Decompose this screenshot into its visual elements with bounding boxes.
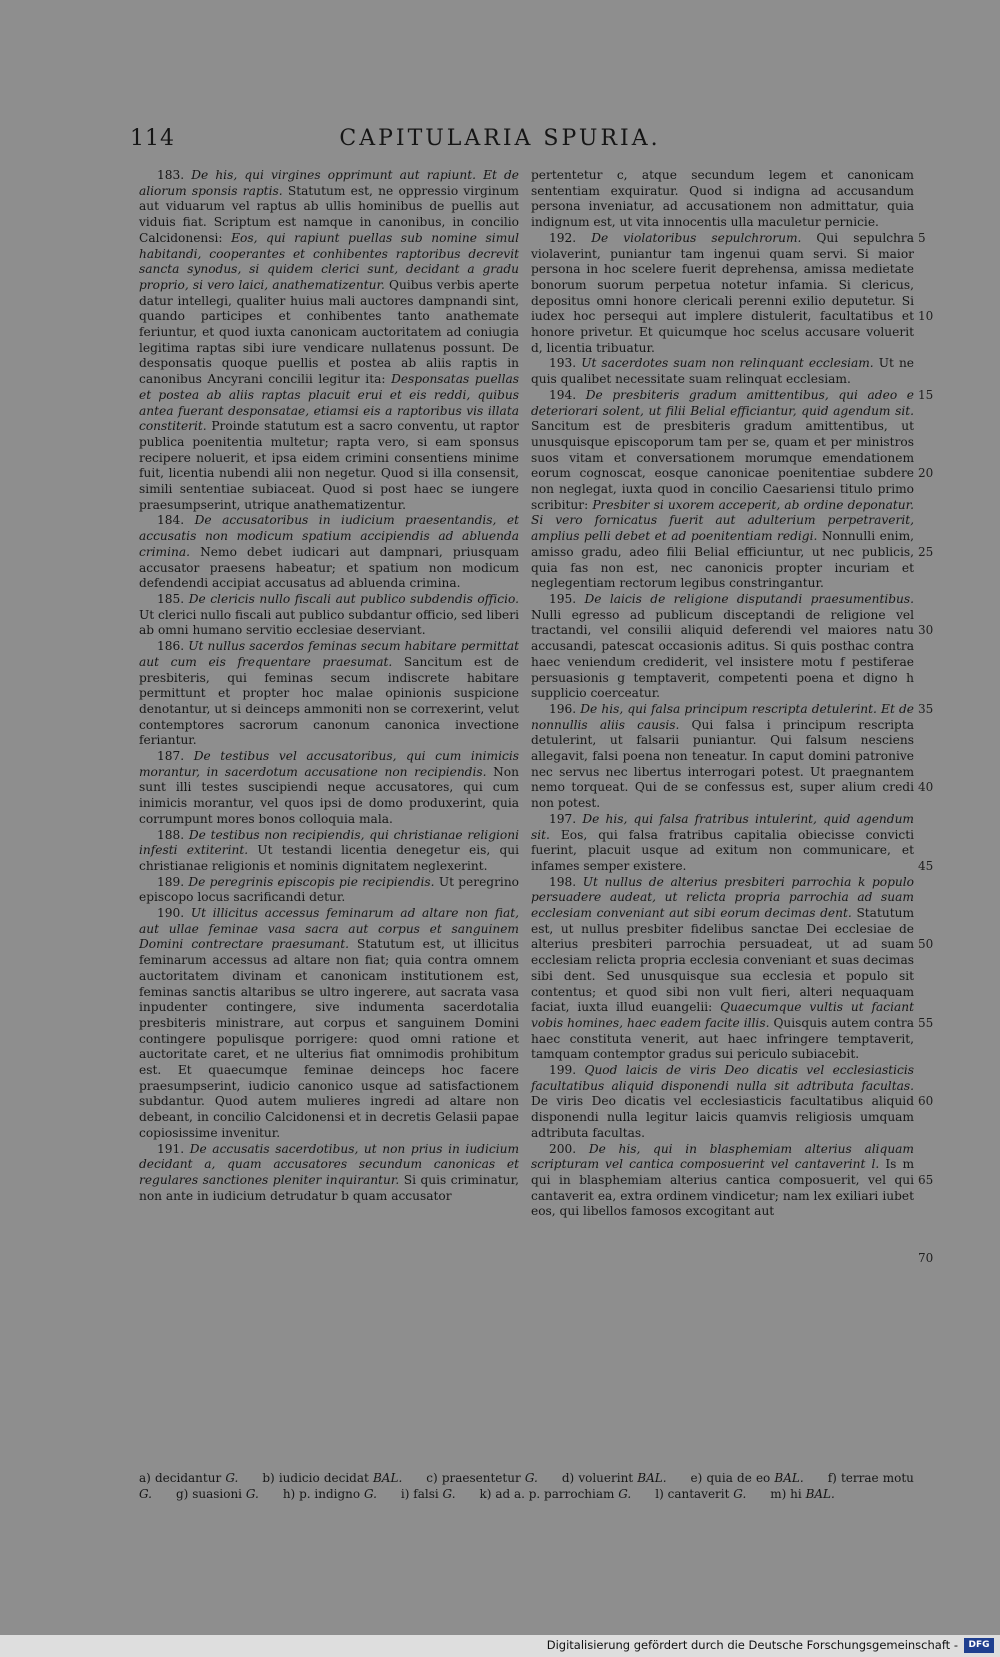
footnote-text: ad a. p. parrochiam: [495, 1487, 615, 1501]
footnote-mark: h): [282, 1487, 296, 1501]
chapter-number: 190.: [157, 906, 185, 921]
footnote-siglum: G.: [225, 1471, 239, 1485]
quoted-canon: Eos, qui rapiunt puellas sub nomine simul habitandi, cooperantes et conhibentes raptoribus decrevit sancta synodus, si quidem clerici sunt, decidant a gradu proprio, si vero laici, anathematizentur.: [139, 230, 519, 292]
footnote-siglum: G.: [245, 1487, 259, 1501]
footnote: [401, 1487, 456, 1501]
footnote: [480, 1487, 632, 1501]
chapter-rubric: De accusatis sacerdotibus, ut non prius in iudicium decidant a, quam accusatores secundum canonicas et regulares sanctiones pleniter inquirantur.: [139, 1141, 519, 1187]
chapter-text: Proinde statutum est a sacro conventu, ut raptor publica poenitentia multetur; rapta vero, si eam sponsus recipere noluerit, et ipsa eidem crimini consentiens minime fuit, licentia nubendi alii non negetur. Quod si illa consensit, simili sententiae subiaceat. Quod si post haec se iungere praesumpserint, utrique anathematizentur.: [139, 419, 520, 512]
chapter-text: Is m qui in blasphemiam alterius cantica composuerit, vel qui cantaverit ea, extra ordinem vindicetur; nam lex exiliari iubet eos, qui libellos famosos excogitant aut: [531, 1157, 915, 1219]
footnote: [262, 1471, 402, 1485]
footnote-mark: d): [561, 1471, 575, 1485]
chapter-rubric: Ut sacerdotes suam non relinquant ecclesiam.: [581, 356, 874, 371]
footnote-siglum: BAL.: [372, 1471, 403, 1485]
line-number: 30: [918, 623, 934, 638]
footnotes: [139, 1470, 914, 1502]
chapter-number: 198.: [549, 874, 577, 889]
chapter-paragraph: [531, 592, 914, 702]
footnote-text: suasioni: [192, 1487, 243, 1501]
footnote-siglum: G.: [618, 1487, 632, 1501]
chapter-rubric: De laicis de religione disputandi praesumentibus.: [584, 591, 915, 606]
chapter-number: 191.: [157, 1141, 185, 1156]
chapter-paragraph: [531, 702, 914, 812]
chapter-paragraph: [531, 1142, 914, 1221]
chapter-number: 196.: [549, 701, 577, 716]
chapter-text: Nulli egresso ad publicum disceptandi de religione vel tractandi, vel consilii aliquid deferendi vel maiores natu accusandi, patescat occasionis aditus. Si quis posthac contra haec veniendum crediderit, vel insistere motu f pestiferae persuasionis g temptaverit, competenti poena et digno h supplicio coerceatur.: [531, 607, 914, 701]
chapter-rubric: De presbiteris gradum amittentibus, qui adeo e deteriorari solent, ut filii Belial efficiantur, quid agendum sit.: [531, 387, 914, 418]
page-number: 114: [130, 126, 175, 151]
chapter-text: Si quis criminatur, non ante in iudicium detrudatur b quam accusator: [139, 1173, 520, 1203]
chapter-text: Ut peregrino episcopo locus sacrificandi detur.: [139, 874, 520, 905]
chapter-number: 200.: [549, 1141, 577, 1156]
footnote: [139, 1471, 238, 1485]
footnote-mark: f): [827, 1471, 837, 1485]
footnote-text: cantaverit: [667, 1487, 730, 1501]
quoted-canon: Presbiter si uxorem acceperit, ab ordine deponatur. Si vero fornicatus fuerit aut adulterium perpetraverit, amplius pelli debet et ad poenitentiam redigi.: [531, 497, 914, 544]
dfg-logo: DFG: [964, 1638, 994, 1653]
running-title: CAPITULARIA SPURIA.: [339, 126, 661, 151]
chapter-paragraph: [531, 168, 914, 231]
line-number: 10: [918, 309, 934, 324]
line-number: 25: [918, 544, 934, 559]
chapter-paragraph: [139, 639, 519, 749]
page-header: [130, 126, 870, 162]
chapter-paragraph: [139, 592, 519, 639]
chapter-number: 186.: [157, 639, 185, 654]
chapter-paragraph: [139, 749, 519, 828]
footnote-siglum: G.: [442, 1487, 456, 1501]
footnote-text: praesentetur: [441, 1471, 521, 1485]
chapter-number: 199.: [549, 1063, 577, 1078]
footnote-text: decidantur: [154, 1471, 222, 1485]
footnote-siglum: G.: [363, 1487, 377, 1501]
line-number: 60: [918, 1094, 934, 1109]
chapter-text: Statutum est, ut illicitus feminarum accessus ad altare non fiat; quia contra omnem auctoritatem divinam et canonicam institutionem est, feminas sanctis altaribus se ultro ingerere, aut sacrata vasa inpudenter contingere, sive indumenta sacerdotalia presbiteris ministrare, aut corpus et sanguinem Domini contingere populisque porrigere: quod omni ratione et auctoritate caret, et ne ulterius fiat omnimodis prohibitum est. Et quaecumque feminae deinceps hoc facere praesumpserint, iudicio canonico usque ad satisfactionem subdantur. Quod autem mulieres ingredi ad altare non debeant, in concilio Calcidonensi et in decretis Gelasii papae copiosissime invenitur.: [139, 937, 519, 1140]
footnote: [426, 1471, 538, 1485]
footnote-mark: c): [426, 1471, 438, 1485]
chapter-text: Eos, qui falsa fratribus capitalia obiecisse convicti fuerint, placuit usque ad exitum non communicare, et infames semper existere.: [531, 827, 915, 873]
chapter-text: pertentetur c, atque secundum legem et canonicam sententiam exquiratur. Quod si indigna ad accusandum persona inveniatur, ad accusationem non admittatur, quia indignum est, ut vita innocentis ulla maculetur pernicie.: [531, 168, 914, 230]
chapter-text: De viris Deo dicatis vel ecclesiasticis facultatibus aliquid disponendi nulla legitur laicis quamvis religiosis umquam adtributa facultas.: [531, 1094, 914, 1140]
footnote: [691, 1471, 804, 1485]
footnote-siglum: G.: [733, 1487, 747, 1501]
chapter-number: 192.: [549, 230, 577, 245]
chapter-text: Ut testandi licentia denegetur eis, qui christianae religionis et nominis dignitatem neglexerint.: [139, 843, 520, 873]
chapter-paragraph: [139, 1142, 519, 1205]
footnote-siglum: G.: [524, 1471, 538, 1485]
chapter-number: 193.: [549, 356, 577, 371]
chapter-rubric: De his, qui in blasphemiam alterius aliquam scripturam vel cantica composuerint vel cantaverint l.: [531, 1141, 914, 1172]
chapter-paragraph: [531, 388, 914, 592]
line-number: 45: [918, 858, 934, 873]
footnote-text: iudicio decidat: [278, 1471, 369, 1485]
quoted-canon: Desponsatas puellas et postea ab aliis raptas placuit erui et eis reddi, quibus antea fuerant desponsatae, etiamsi eis a raptoribus vis illata constiterit.: [139, 372, 519, 434]
chapter-text: Sancitum est de presbiteris gradum amittentibus, ut unusquisque episcoporum tam per se, quam et per ministros suos vitam et conversationem morumque emendationem eorum cognoscat, eosque canonicae poenitentiae subdere non neglegat, iuxta quod in concilio Caesariensi titulo primo scribitur:: [531, 419, 914, 512]
chapter-text: Statutum est, ut nullus presbiter fidelibus sanctae Dei ecclesiae de alterius presbiteri parrochia persuadeat, ut ad suam ecclesiam relicta propria ecclesia conveniant et suas decimas sibi dent. Sed unusquisque sua ecclesia et populo sit contentus; et quod sibi non vult fieri, alteri nequaquam faciat, iuxta illud euangelii:: [531, 906, 915, 1015]
footnote-mark: l): [655, 1487, 664, 1501]
footnote-siglum: BAL.: [805, 1487, 835, 1501]
chapter-rubric: Ut nullus sacerdos feminas secum habitare permittat aut cum eis frequentare praesumat.: [139, 639, 520, 669]
line-number: 65: [918, 1172, 934, 1187]
chapter-paragraph: [531, 1063, 914, 1142]
chapter-text: Qui falsa i principum rescripta detulerint, ut falsarii puniantur. Qui falsum nesciens allegavit, falsi poena non teneatur. In caput domini patronive nec servus nec libertus interrogari potest. Ut praegnantem nemo torqueat. Qui de se confessus est, super alium credi non potest.: [531, 717, 914, 811]
chapter-rubric: De violatoribus sepulchrorum.: [591, 230, 802, 245]
footnote-mark: k): [479, 1487, 492, 1501]
footnote-mark: e): [690, 1471, 703, 1485]
footnote-siglum: G.: [139, 1487, 152, 1501]
footnote-mark: i): [400, 1487, 410, 1501]
digitization-footer: [0, 1635, 1000, 1657]
chapter-rubric: De testibus non recipiendis, qui christianae religioni infesti extiterint.: [139, 827, 519, 858]
right-text-column: [531, 168, 914, 1220]
chapter-paragraph: [139, 828, 519, 875]
footnote-mark: m): [770, 1487, 787, 1501]
chapter-text: Quibus verbis aperte datur intellegi, qualiter huius mali auctores dampnandi sint, quando participes et conhibentes tanto anathemate feriuntur, et quod iuxta canonicam auctoritatem ad coniugia legitima raptas sibi iure vendicare nullatenus possunt. De desponsatis quoque puellis et postea ab aliis raptis in canonibus Ancyrani concilii legitur ita:: [139, 277, 519, 387]
funding-note: Digitalisierung gefördert durch die Deutsche Forschungsgemeinschaft -: [546, 1638, 958, 1652]
chapter-number: 188.: [157, 827, 185, 842]
footnote: [283, 1487, 377, 1501]
chapter-paragraph: [139, 168, 519, 513]
chapter-number: 197.: [549, 811, 577, 826]
footnote: [655, 1487, 746, 1501]
footnote-mark: g): [175, 1487, 189, 1501]
chapter-text: Quisquis autem contra haec constituta venerit, aut haec infringere temptaverit, tamquam contemptor gradus sui periculo subiacebit.: [531, 1015, 914, 1062]
chapter-number: 195.: [549, 591, 577, 606]
chapter-paragraph: [531, 356, 914, 387]
chapter-paragraph: [139, 906, 519, 1142]
chapter-number: 189.: [157, 874, 185, 889]
footnote: [176, 1487, 259, 1501]
chapter-rubric: De accusatoribus in iudicium praesentandis, et accusatis non modicum spatium accipiendis ad abluenda crimina.: [139, 513, 520, 559]
chapter-rubric: Ut illicitus accessus feminarum ad altare non fiat, aut ullae feminae vasa sacra aut corpus et sanguinem Domini contrectare praesumant.: [139, 906, 519, 952]
line-number: 15: [918, 387, 934, 402]
chapter-text: Nonnulli enim, amisso gradu, adeo filii Belial efficiuntur, ut nec publicis, quia fas non est, nec canonicis propter incuriam et neglegentiam rectorum legibus constringantur.: [531, 529, 914, 591]
chapter-paragraph: [531, 231, 914, 357]
line-number: 35: [918, 701, 934, 716]
chapter-rubric: De his, qui virgines opprimunt aut rapiunt. Et de aliorum sponsis raptis.: [139, 168, 519, 198]
footnote-text: quia de eo: [706, 1471, 771, 1485]
chapter-number: 194.: [549, 387, 577, 402]
chapter-paragraph: [139, 875, 519, 906]
chapter-rubric: De his, qui falsa principum rescripta detulerint. Et de nonnullis aliis causis.: [531, 701, 914, 732]
chapter-rubric: De his, qui falsa fratribus intulerint, quid agendum sit.: [531, 811, 914, 842]
chapter-text: Statutum est, ne oppressio virginum aut viduarum vel raptus ab ullis hominibus de puellis aut viduis fiat. Scriptum est namque in canonibus, in concilio Calcidonensi:: [139, 183, 519, 245]
footnote-text: falsi: [413, 1487, 439, 1501]
chapter-number: 183.: [157, 168, 185, 182]
left-text-column: [139, 168, 519, 1204]
footnote: [770, 1487, 835, 1501]
line-number: 5: [918, 230, 926, 245]
line-number: 40: [918, 780, 934, 795]
footnote-text: voluerint: [578, 1471, 634, 1485]
footnote-siglum: BAL.: [774, 1471, 804, 1485]
line-number: 55: [918, 1015, 934, 1030]
chapter-number: 185.: [157, 591, 185, 606]
chapter-paragraph: [531, 812, 914, 875]
chapter-number: 184.: [157, 513, 185, 528]
chapter-text: Nemo debet iudicari aut dampnari, priusquam accusator praesens habeatur; et spatium non modicum defendendi accipiat accusatus ad abluenda crimina.: [139, 544, 520, 591]
chapter-text: Ut ne quis qualibet necessitate suam relinquat ecclesiam.: [531, 356, 915, 387]
chapter-paragraph: [139, 513, 519, 592]
chapter-rubric: De clericis nullo fiscali aut publico subdendis officio.: [188, 591, 520, 606]
chapter-number: 187.: [157, 749, 185, 764]
chapter-rubric: De peregrinis episcopis pie recipiendis.: [188, 874, 435, 889]
chapter-text: Non sunt illi testes suscipiendi neque accusatores, qui cum inimicis morantur, vel quos ipsi de domo produxerint, quia corrumpunt mores bonos colloquia mala.: [139, 764, 519, 826]
line-number: 50: [918, 937, 934, 952]
chapter-text: Qui sepulchra violaverint, puniantur tam ingenui quam servi. Si maior persona in hoc scelere fuerit deprehensa, amissa medietate bonorum suorum perpetua notetur infamia. Si clericus, depositus omni honore clericali perenni exilio deputetur. Si iudex hoc persequi aut implere distulerit, facultatibus et honore privetur. Et quicumque hoc scelus accusare voluerit d, licentia tribuatur.: [531, 230, 914, 355]
chapter-text: Sancitum est de presbiteris, qui feminas secum indiscrete habitare permittunt et propter hoc malae opinionis suspicione denotantur, ut si deinceps ammoniti non se correxerint, velut contemptores sacrorum canonum canonica invectione feriantur.: [139, 654, 520, 748]
quoted-canon: Quaecumque vultis ut faciant vobis homines, haec eadem facite illis.: [531, 1000, 915, 1030]
footnote: [562, 1471, 667, 1485]
line-number: 20: [918, 466, 934, 481]
chapter-text: Ut clerici nullo fiscali aut publico subdantur officio, sed liberi ab omni humano servitio ecclesiae deserviant.: [139, 607, 519, 638]
footnote-mark: a): [139, 1471, 151, 1485]
chapter-rubric: Ut nullus de alterius presbiteri parrochia k populo persuadere audeat, ut relicta propria parrochia ad suam ecclesiam conveniant aut sibi eorum decimas dent.: [531, 874, 915, 921]
chapter-rubric: Quod laicis de viris Deo dicatis vel ecclesiasticis facultatibus aliquid disponendi nulla sit adtributa facultas.: [531, 1063, 914, 1093]
footnote-text: p. indigno: [299, 1487, 361, 1501]
footnote-siglum: BAL.: [637, 1471, 667, 1485]
chapter-rubric: De testibus vel accusatoribus, qui cum inimicis morantur, in sacerdotum accusatione non recipiendis.: [139, 749, 519, 779]
footnote-text: hi: [790, 1487, 802, 1501]
footnote-text: terrae motu: [840, 1471, 914, 1485]
footnote-mark: b): [262, 1471, 275, 1485]
line-number: 70: [918, 1251, 934, 1266]
chapter-paragraph: [531, 875, 914, 1063]
